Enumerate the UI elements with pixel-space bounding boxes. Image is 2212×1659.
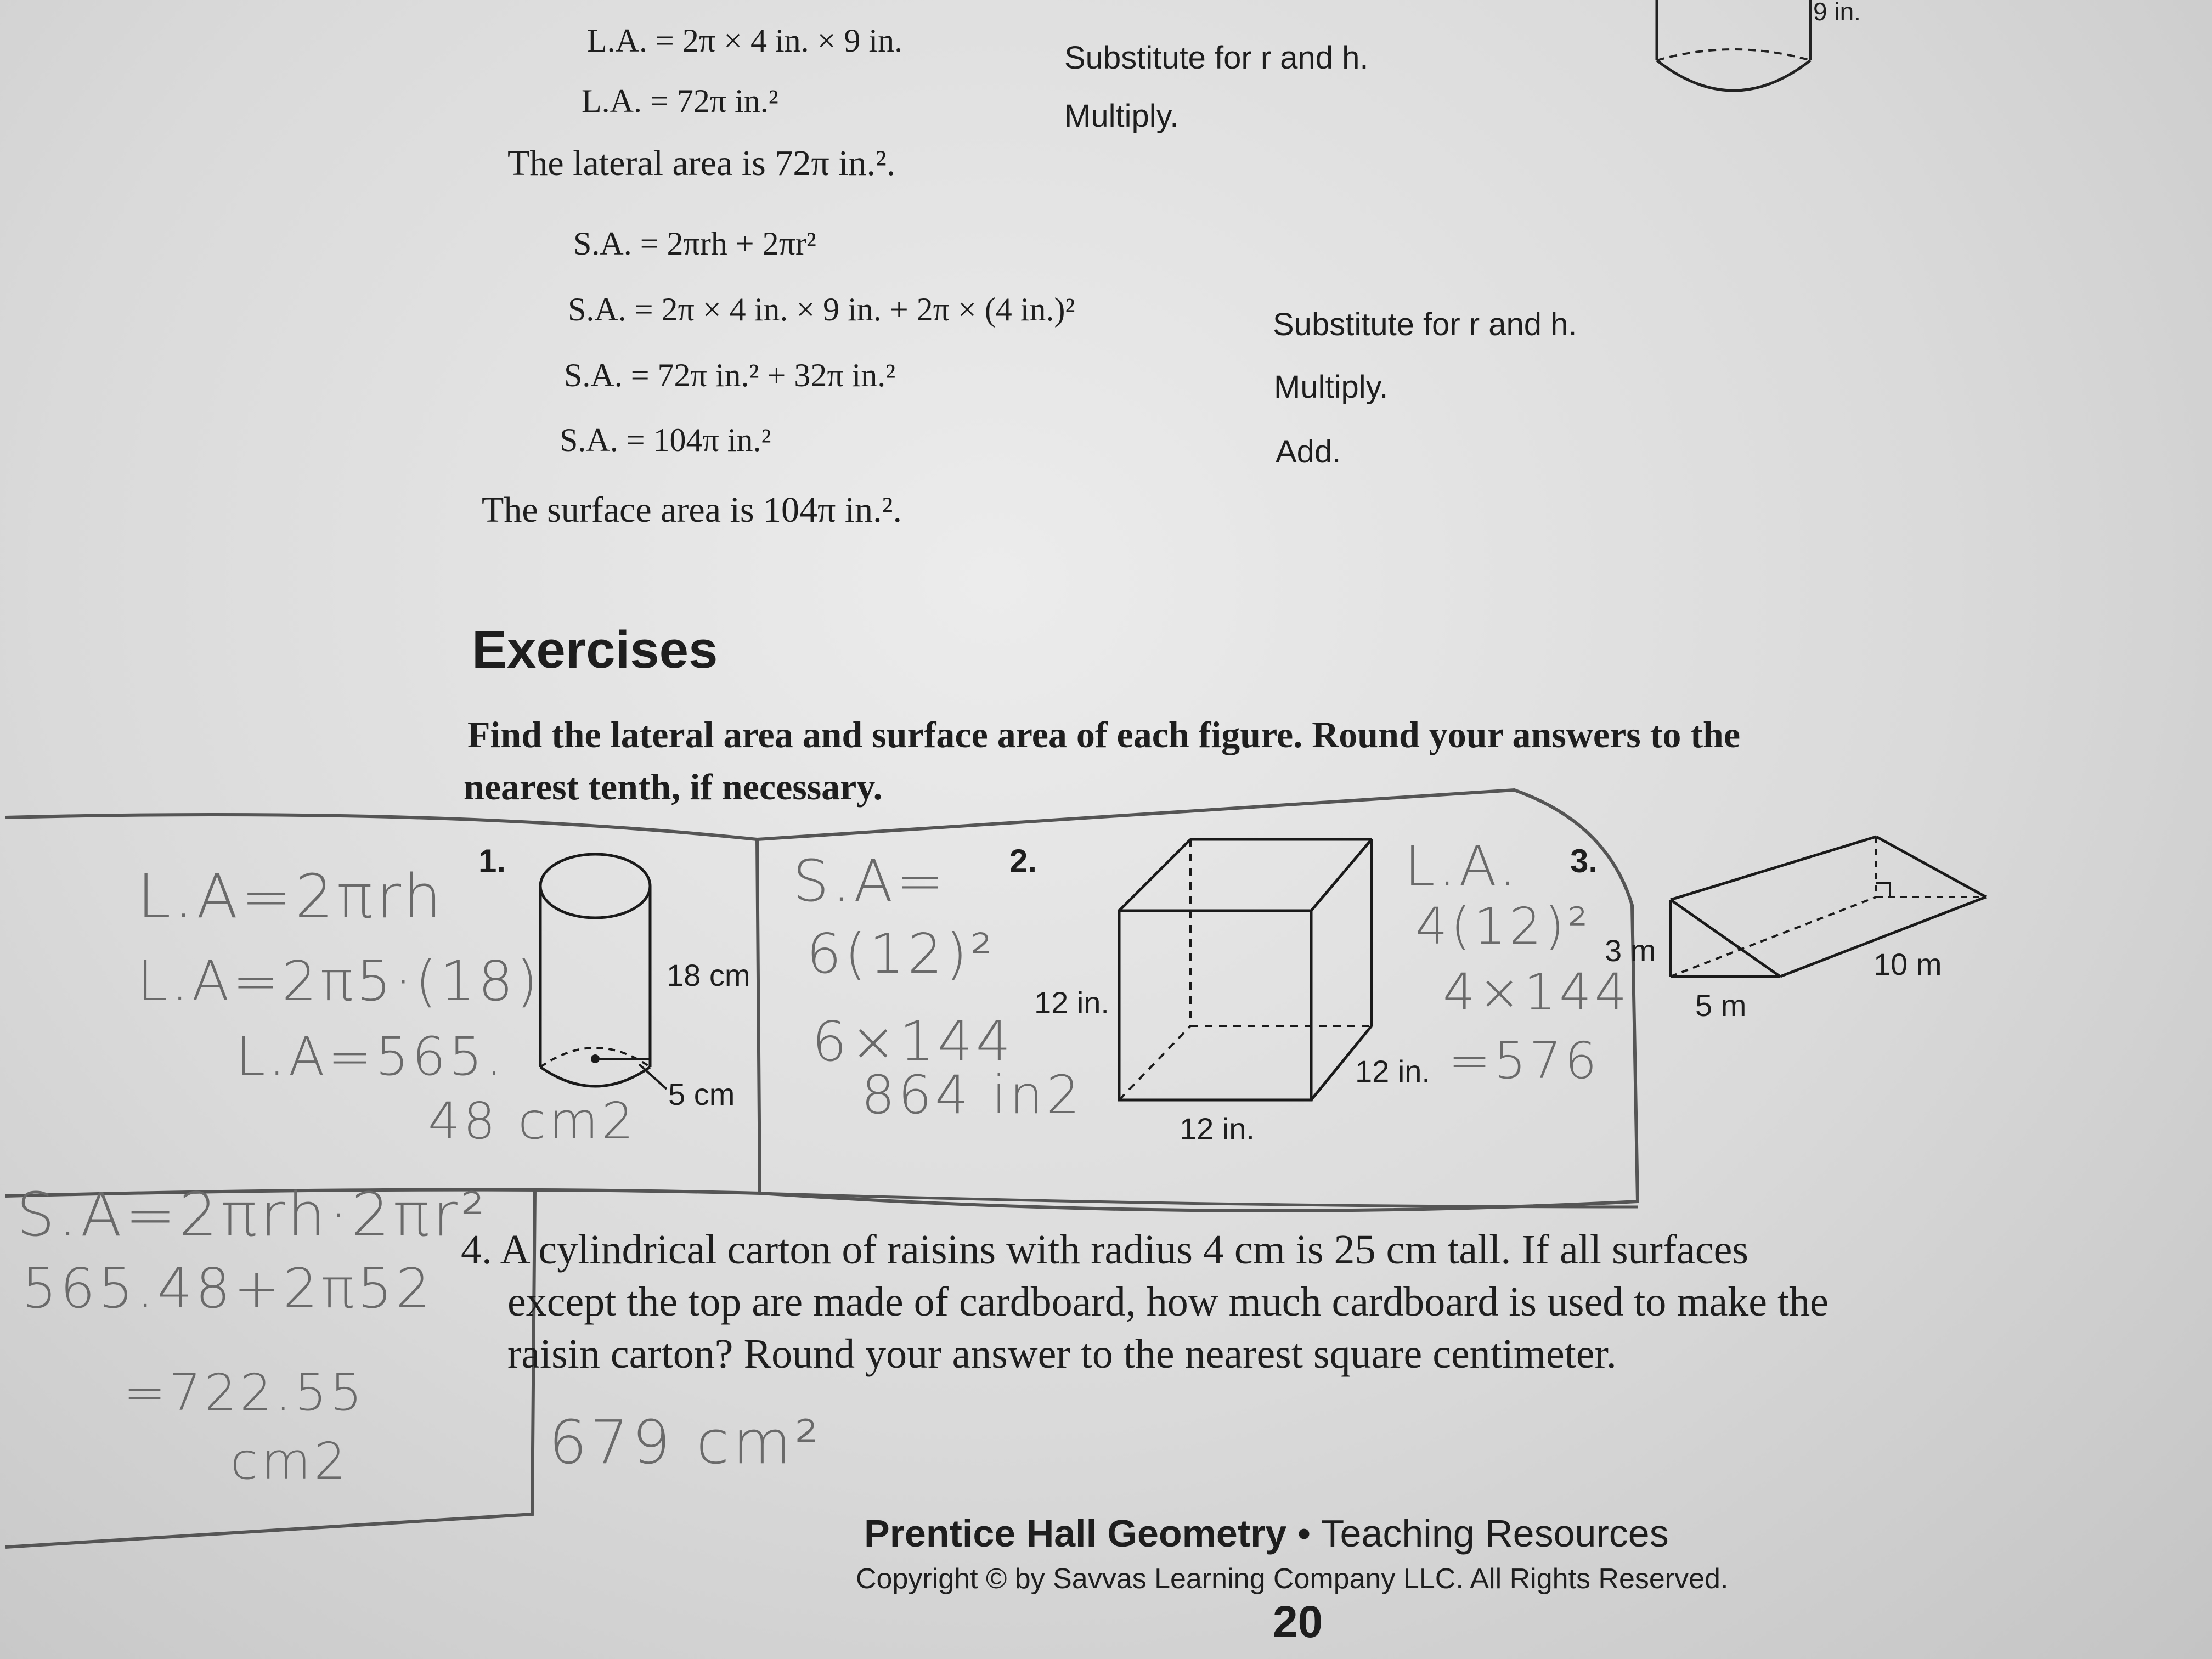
- handwriting-p2-la-line3: 4×144: [1443, 963, 1630, 1022]
- footer-page-number: 20: [1273, 1597, 1323, 1647]
- example-la-line1-note: Substitute for r and h.: [1064, 40, 1369, 76]
- handwriting-p2-line1: S.A=: [793, 848, 947, 915]
- handwriting-p2-la-line2: 4(12)²: [1415, 897, 1592, 956]
- problem2-left-dim: 12 in.: [1034, 985, 1109, 1020]
- example-sa-line2-note: Multiply.: [1274, 369, 1389, 405]
- problem1-height-label: 18 cm: [667, 958, 751, 992]
- handwriting-p2-line2: 6(12)²: [806, 922, 996, 986]
- problem3-triangular-prism: [1657, 828, 1997, 982]
- problem3-height-dim: 3 m: [1605, 933, 1656, 968]
- problem2-bottom-dim: 12 in.: [1180, 1111, 1255, 1146]
- handwriting-p2-line4: 864 in2: [861, 1064, 1084, 1126]
- footer-subtitle: Teaching Resources: [1321, 1512, 1669, 1555]
- example-la-summary: The lateral area is 72π in.².: [507, 143, 896, 183]
- problem1-number: 1.: [478, 843, 506, 879]
- example-sa-line1: S.A. = 2π × 4 in. × 9 in. + 2π × (4 in.)²: [568, 291, 1075, 328]
- handwriting-p1-line2: L.A=2π5·(18): [137, 949, 541, 1013]
- problem1-radius-label: 5 cm: [668, 1077, 735, 1111]
- handwriting-p1-sa-line4: cm2: [230, 1432, 349, 1491]
- example-la-line1: L.A. = 2π × 4 in. × 9 in.: [587, 22, 903, 59]
- example-sa-summary: The surface area is 104π in.².: [482, 490, 902, 530]
- problem2-number: 2.: [1009, 843, 1037, 879]
- footer-separator: •: [1297, 1512, 1311, 1555]
- problem2-cube: [1108, 834, 1388, 1108]
- example-sa-line2: S.A. = 72π in.² + 32π in.²: [564, 357, 896, 393]
- example-sa-line1-note: Substitute for r and h.: [1273, 307, 1577, 342]
- exercises-instructions-line1: Find the lateral area and surface area of each figure. Round your answers to the: [467, 714, 1741, 755]
- example-la-line2-note: Multiply.: [1064, 98, 1179, 134]
- handwriting-p1-line3: L.A=565.: [236, 1026, 506, 1087]
- footer-title: Prentice Hall Geometry: [864, 1512, 1287, 1555]
- footer-copyright: Copyright © by Savvas Learning Company LLC. All Rights Reserved.: [856, 1563, 1729, 1595]
- problem4-line2: except the top are made of cardboard, how much cardboard is used to make the: [507, 1279, 1829, 1325]
- problem4-line1: 4. A cylindrical carton of raisins with radius 4 cm is 25 cm tall. If all surfaces: [461, 1227, 1748, 1273]
- problem3-length-dim: 10 m: [1874, 947, 1942, 981]
- example-sa-line3-note: Add.: [1276, 434, 1341, 470]
- handwriting-p2-la-line4: =576: [1448, 1031, 1600, 1090]
- footer-title-line: [864, 1511, 1669, 1555]
- problem3-number: 3.: [1570, 843, 1598, 879]
- exercises-heading: Exercises: [472, 620, 718, 679]
- example-sa-formula: S.A. = 2πrh + 2πr²: [573, 225, 816, 262]
- handwriting-p1-sa-line3: =722.55: [123, 1363, 365, 1422]
- problem3-width-dim: 5 m: [1695, 988, 1747, 1023]
- problem2-right-dim: 12 in.: [1355, 1054, 1430, 1088]
- problem4-line3: raisin carton? Round your answer to the nearest square centimeter.: [507, 1331, 1617, 1377]
- handwriting-p2-line3: 6×144: [812, 1009, 1014, 1074]
- handwriting-p1-line4: 48 cm2: [428, 1092, 637, 1150]
- example-sa-line3: S.A. = 104π in.²: [560, 422, 771, 458]
- handwriting-p1-sa-line1: S.A=2πrh·2πr²: [16, 1180, 488, 1250]
- handwriting-p4-answer: 679 cm²: [549, 1407, 822, 1477]
- example-la-line2: L.A. = 72π in.²: [582, 83, 778, 119]
- handwriting-p1-sa-line2: 565.48+2π52: [22, 1256, 434, 1321]
- handwriting-p2-la-line1: L.A.: [1404, 834, 1520, 898]
- problem1-cylinder: [535, 848, 667, 1111]
- example-figure-label: 9 in.: [1813, 0, 1861, 26]
- handwriting-p1-line1: L.A=2πrh: [137, 861, 445, 932]
- exercises-instructions-line2: nearest tenth, if necessary.: [464, 766, 883, 808]
